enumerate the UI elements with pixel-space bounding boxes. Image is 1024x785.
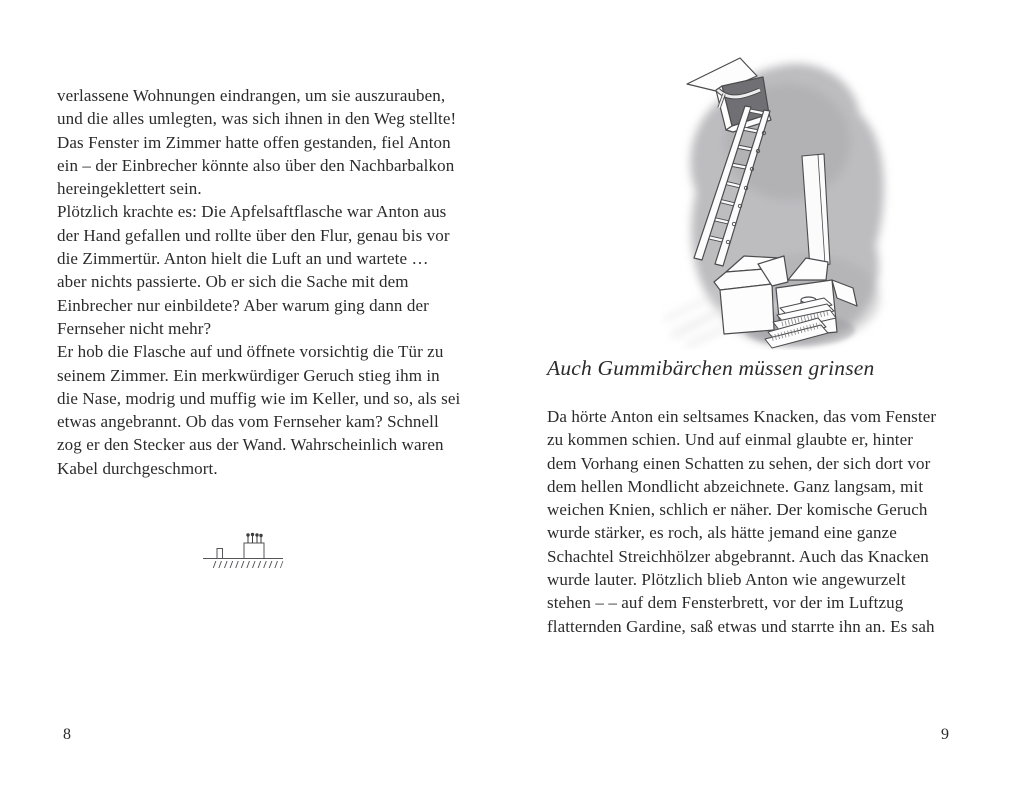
- text-line: weichen Knien, schlich er näher. Der komische Geruch: [547, 500, 928, 520]
- text-line: Kabel durchgeschmort.: [57, 458, 218, 478]
- text-line: Er hob die Flasche auf und öffnete vorsichtig die Tür zu: [57, 342, 444, 362]
- text-line: aber nichts passierte. Ob er sich die Sache mit dem: [57, 272, 409, 292]
- match-box: [244, 543, 264, 559]
- text-line: Da hörte Anton ein seltsames Knacken, das vom Fenster: [547, 407, 937, 426]
- text-line: seinem Zimmer. Ein merkwürdiger Geruch stieg ihm in: [57, 365, 440, 385]
- paragraph: [57, 200, 507, 340]
- right-page-text: [547, 405, 997, 638]
- text-line: Plötzlich krachte es: Die Apfelsaftflasche war Anton aus: [57, 202, 447, 222]
- text-line: wurde stärker, es roch, als hätte jemand eine ganze: [547, 523, 897, 543]
- attic-illustration: [660, 50, 905, 350]
- attic-hatch: [687, 58, 771, 132]
- chapter-heading: Auch Gummibärchen müssen grinsen: [547, 356, 875, 380]
- text-line: die Nase, modrig und muffig wie im Keller, und so, als sei: [57, 388, 461, 408]
- text-line: verlassene Wohnungen eindrangen, um sie auszurauben,: [57, 86, 446, 105]
- text-line: wurde lauter. Plötzlich blieb Anton wie angewurzelt: [547, 570, 906, 590]
- text-line: zog er den Stecker aus der Wand. Wahrscheinlich waren: [57, 435, 444, 455]
- text-line: flatternden Gardine, saß etwas und starrte ihn an. Es sah: [547, 616, 935, 636]
- paragraph: [57, 340, 507, 480]
- left-page-text: [57, 84, 507, 480]
- text-line: Fernseher nicht mehr?: [57, 318, 212, 338]
- small-post: [217, 549, 223, 559]
- matches: [247, 533, 262, 543]
- matches-sketch-illustration: [196, 529, 290, 577]
- text-line: Das Fenster im Zimmer hatte offen gestanden, fiel Anton: [57, 132, 451, 152]
- text-line: die Zimmertür. Anton hielt die Luft an und wartete …: [57, 249, 429, 269]
- text-line: stehen – – auf dem Fensterbrett, vor der im Luftzug: [547, 593, 904, 613]
- text-line: dem hellen Mondlicht abzeichnete. Ganz langsam, mit: [547, 476, 924, 496]
- text-line: der Hand gefallen und rollte über den Flur, genau bis vor: [57, 225, 450, 245]
- text-line: und die alles umlegten, was sich ihnen in den Weg stellte!: [57, 109, 457, 129]
- text-line: etwas angebrannt. Ob das vom Fernseher kam? Schnell: [57, 412, 439, 432]
- text-line: zu kommen schien. Und auf einmal glaubte er, hinter: [547, 430, 914, 450]
- text-line: Schachtel Streichhölzer abgebrannt. Auch das Knacken: [547, 546, 929, 566]
- page-number-right: 9: [941, 726, 949, 743]
- left-box-front: [720, 284, 774, 334]
- text-line: ein – der Einbrecher könnte also über den Nachbarbalkon: [57, 155, 455, 175]
- text-line: hereingeklettert sein.: [57, 179, 202, 199]
- text-line: dem Vorhang einen Schatten zu sehen, der sich dort vor: [547, 453, 931, 473]
- page-number-left: 8: [63, 726, 71, 743]
- text-line: Einbrecher nur einbildete? Aber warum ging dann der: [57, 295, 429, 315]
- paragraph: [57, 84, 507, 200]
- paragraph: [547, 405, 997, 638]
